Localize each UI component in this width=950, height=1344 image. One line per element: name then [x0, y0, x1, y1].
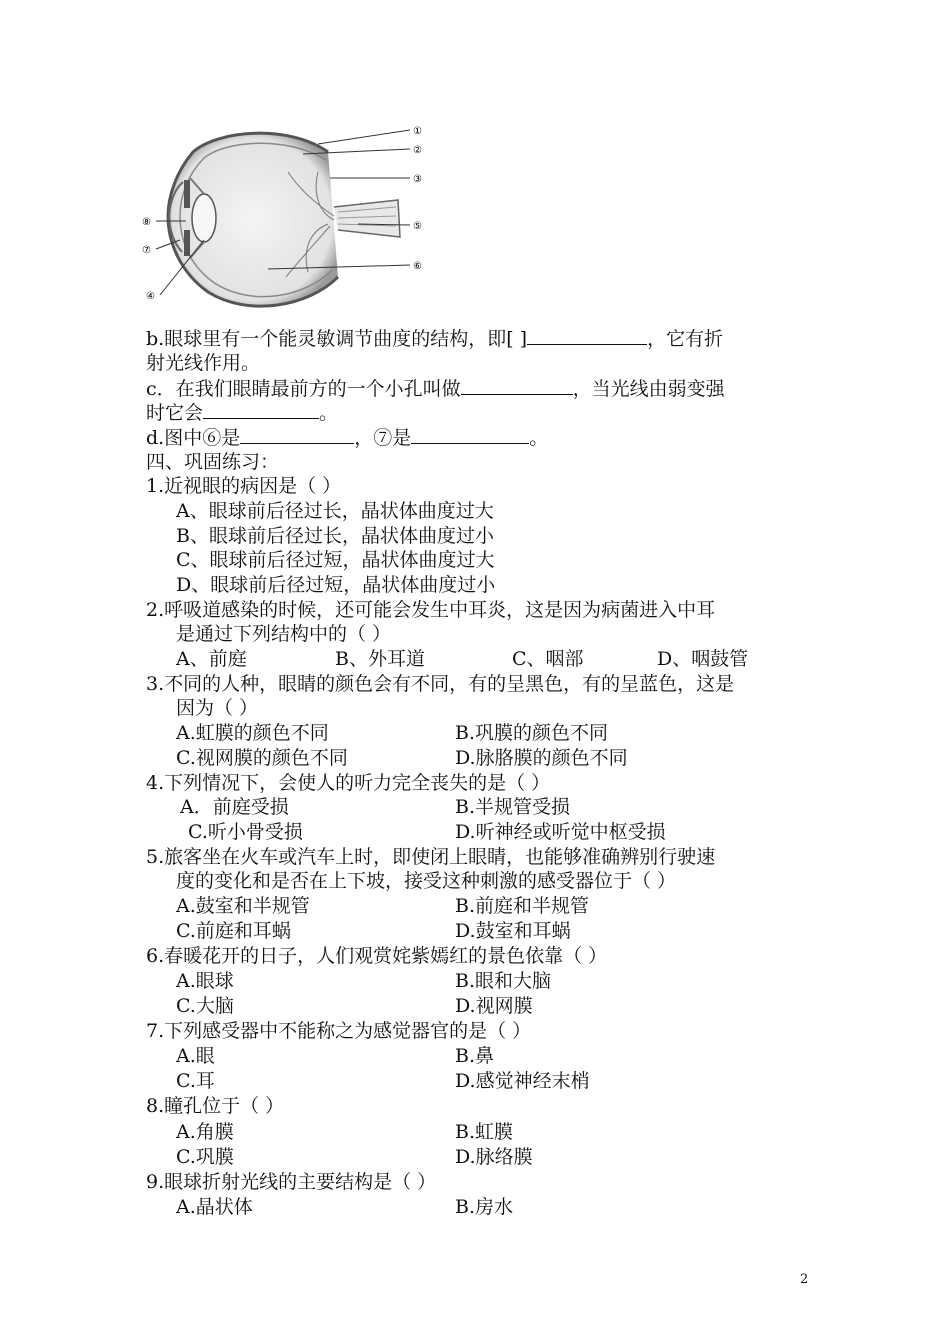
- answer-blank[interactable]: [461, 376, 573, 395]
- section-heading: 四、巩固练习：: [146, 451, 280, 473]
- q6-option-d[interactable]: D.视网膜: [455, 995, 533, 1017]
- label-8: ⑧: [142, 217, 151, 228]
- q8-stem: 8.瞳孔位于（ ）: [146, 1095, 285, 1117]
- q8-option-a[interactable]: A.角膜: [176, 1121, 234, 1143]
- q6-option-c[interactable]: C.大脑: [176, 995, 234, 1017]
- q5-option-b[interactable]: B.前庭和半规管: [455, 895, 590, 917]
- q8-option-b[interactable]: B.虹膜: [455, 1121, 514, 1143]
- question-b-line2: 射光线作用。: [146, 352, 261, 374]
- q1-option-d[interactable]: D、眼球前后径过短，晶状体曲度过小: [176, 574, 496, 596]
- q7-stem: 7.下列感受器中不能称之为感觉器官的是（ ）: [146, 1020, 532, 1042]
- q2-option-a[interactable]: A、前庭: [176, 648, 247, 670]
- label-6: ⑥: [413, 261, 422, 272]
- label-2: ②: [413, 145, 422, 156]
- q5-option-d[interactable]: D.鼓室和耳蜗: [455, 920, 571, 942]
- q7-option-d[interactable]: D.感觉神经末梢: [455, 1070, 590, 1092]
- q4-option-c[interactable]: C.听小骨受损: [188, 821, 303, 843]
- q3-option-a[interactable]: A.虹膜的颜色不同: [176, 722, 329, 744]
- label-1: ①: [413, 126, 422, 137]
- q7-option-b[interactable]: B.鼻: [455, 1045, 495, 1067]
- q2-option-c[interactable]: C、咽部: [512, 648, 584, 670]
- label-7: ⑦: [142, 245, 151, 256]
- q1-option-b[interactable]: B、眼球前后径过长，晶状体曲度过小: [176, 525, 494, 547]
- q4-option-d[interactable]: D.听神经或听觉中枢受损: [455, 821, 666, 843]
- q9-option-b[interactable]: B.房水: [455, 1196, 514, 1218]
- q8-option-c[interactable]: C.巩膜: [176, 1146, 234, 1168]
- q3-stem-line2: 因为（ ）: [176, 697, 259, 719]
- page-number: 2: [800, 1272, 809, 1287]
- q3-option-c[interactable]: C.视网膜的颜色不同: [176, 747, 348, 769]
- answer-blank[interactable]: [203, 400, 319, 419]
- q3-option-d[interactable]: D.脉胳膜的颜色不同: [455, 747, 628, 769]
- q2-stem-line2: 是通过下列结构中的（ ）: [176, 623, 392, 645]
- q9-stem: 9.眼球折射光线的主要结构是（ ）: [146, 1171, 437, 1193]
- q9-option-a[interactable]: A.晶状体: [176, 1196, 253, 1218]
- q1-stem: 1.近视眼的病因是（ ）: [146, 475, 342, 497]
- q8-option-d[interactable]: D.脉络膜: [455, 1146, 533, 1168]
- q2-stem-line1: 2.呼吸道感染的时候，还可能会发生中耳炎，这是因为病菌进入中耳: [146, 599, 716, 621]
- answer-blank[interactable]: [411, 425, 529, 444]
- q6-option-a[interactable]: A.眼球: [176, 970, 234, 992]
- q6-option-b[interactable]: B.眼和大脑: [455, 970, 552, 992]
- q5-stem-line2: 度的变化和是否在上下坡，接受这种刺激的感受器位于（ ）: [176, 870, 677, 892]
- answer-blank[interactable]: [240, 425, 354, 444]
- question-c-line2: 时它会 。: [146, 402, 339, 424]
- q7-option-a[interactable]: A.眼: [176, 1045, 215, 1067]
- q3-stem-line1: 3.不同的人种，眼睛的颜色会有不同，有的呈黑色，有的呈蓝色，这是: [146, 673, 735, 695]
- q2-option-d[interactable]: D、咽鼓管: [657, 648, 749, 670]
- q5-option-c[interactable]: C.前庭和耳蜗: [176, 920, 291, 942]
- q6-stem: 6.春暖花开的日子，人们观赏姹紫嫣红的景色依靠（ ）: [146, 945, 608, 967]
- q4-option-b[interactable]: B.半规管受损: [455, 796, 571, 818]
- question-d: d.图中⑥是 ，⑦是 。: [146, 427, 549, 449]
- label-5: ⑤: [413, 221, 422, 232]
- q5-stem-line1: 5.旅客坐在火车或汽车上时，即使闭上眼睛，也能够准确辨别行驶速: [146, 846, 716, 868]
- q7-option-c[interactable]: C.耳: [176, 1070, 215, 1092]
- answer-blank[interactable]: [527, 326, 647, 345]
- question-c-line1: c．在我们眼睛最前方的一个小孔叫做 ，当光线由弱变强: [146, 378, 725, 400]
- q4-option-a[interactable]: A．前庭受损: [180, 796, 289, 818]
- question-b-line1: b.眼球里有一个能灵敏调节曲度的结构，即[ ] ，它有折: [146, 328, 724, 350]
- eyeball-diagram: [138, 112, 438, 317]
- q1-option-a[interactable]: A、眼球前后径过长，晶状体曲度过大: [176, 500, 494, 522]
- label-3: ③: [413, 174, 422, 185]
- q4-stem: 4.下列情况下，会使人的听力完全丧失的是（ ）: [146, 772, 551, 794]
- q3-option-b[interactable]: B.巩膜的颜色不同: [455, 722, 609, 744]
- q2-option-b[interactable]: B、外耳道: [335, 648, 425, 670]
- q5-option-a[interactable]: A.鼓室和半规管: [176, 895, 310, 917]
- q1-option-c[interactable]: C、眼球前后径过短，晶状体曲度过大: [176, 549, 495, 571]
- label-4: ④: [146, 291, 155, 302]
